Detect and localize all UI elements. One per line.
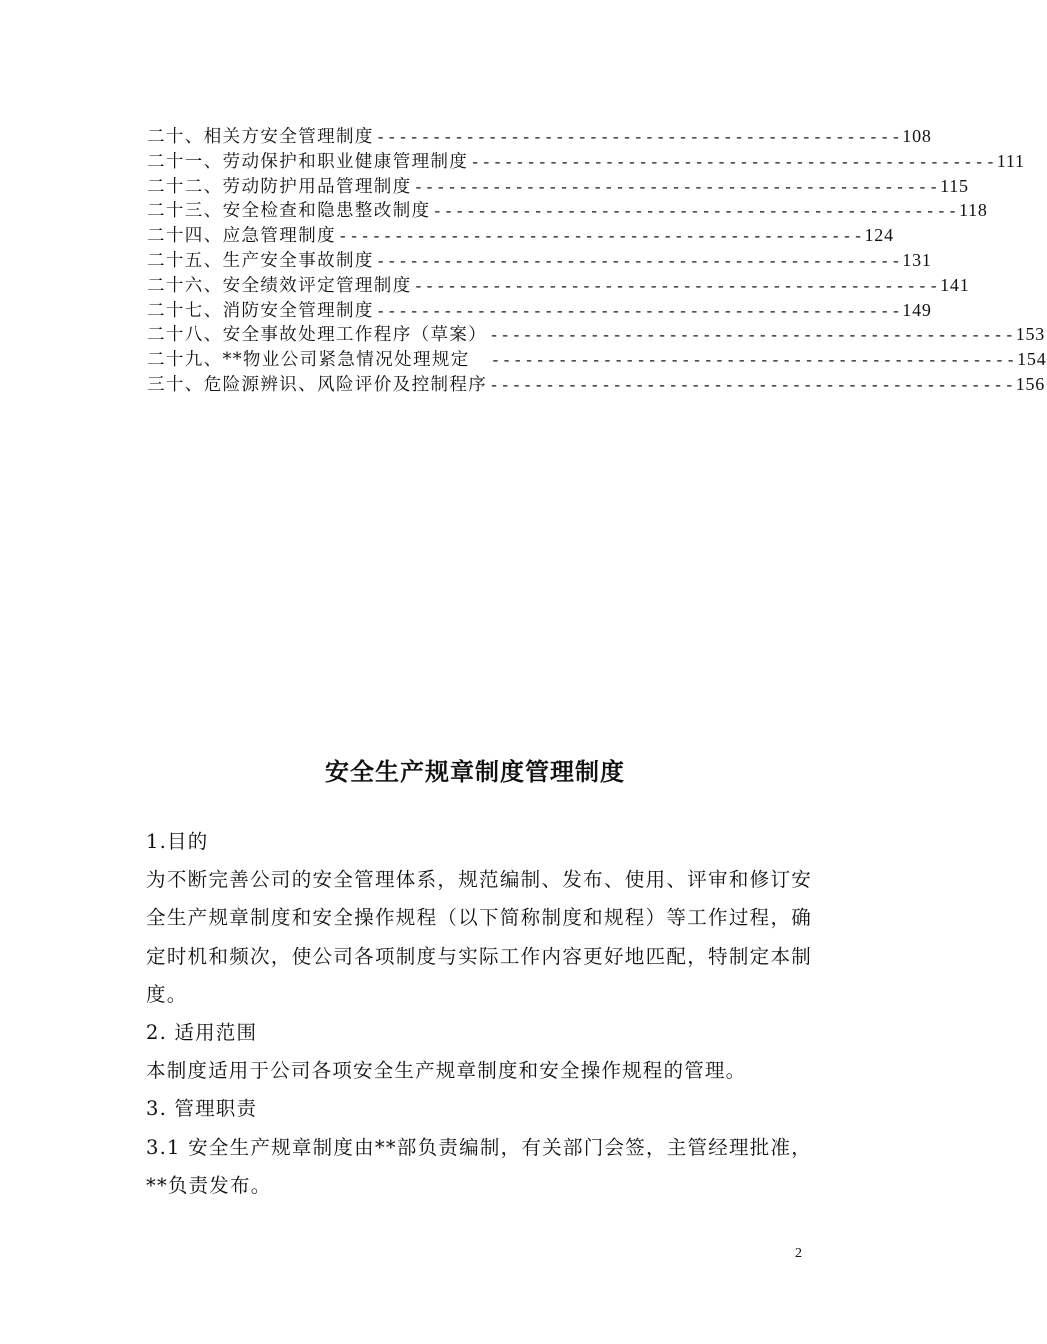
toc-entry-page: 154 (1017, 349, 1047, 370)
toc-entry-title: 二十九、**物业公司紧急情况处理规定 (147, 350, 489, 371)
toc-entry[interactable] (147, 248, 932, 273)
toc-entry-title: 三十、危险源辨识、风险评价及控制程序 (147, 374, 488, 395)
toc-entry[interactable] (147, 198, 988, 223)
toc-entry-page: 131 (902, 249, 932, 270)
toc-entry-page: 141 (940, 274, 970, 295)
toc-entry-title: 二十、相关方安全管理制度 (147, 127, 374, 147)
toc-entry[interactable] (147, 149, 1025, 174)
toc-leader: ----------------------------------------------- (489, 376, 1016, 395)
toc-entry[interactable] (147, 298, 932, 323)
toc-entry-title: 二十五、生产安全事故制度 (147, 250, 374, 271)
toc-entry-title: 二十二、劳动防护用品管理制度 (147, 176, 412, 197)
toc-leader: ----------------------------------------------- (375, 252, 903, 271)
toc-entry-page: 118 (958, 200, 988, 221)
toc-leader: ----------------------------------------------- (489, 327, 1016, 346)
toc-entry[interactable] (147, 223, 894, 248)
toc-entry-title: 二十八、安全事故处理工作程序（草案） (147, 325, 488, 346)
toc-entry-page: 108 (902, 126, 932, 146)
toc-entry-title: 二十三、安全检查和隐患整改制度 (147, 201, 431, 222)
toc-leader: ----------------------------------------------- (413, 277, 941, 296)
toc-leader: ----------------------------------------------- (490, 352, 1018, 371)
toc-leader: ----------------------------------------------- (375, 302, 903, 321)
toc-entry[interactable] (147, 347, 1047, 372)
toc-entry-page: 124 (864, 225, 894, 246)
toc-entry-page: 115 (940, 175, 969, 196)
toc-entry[interactable] (147, 322, 1046, 347)
toc-entry-page: 111 (996, 150, 1025, 171)
toc-leader: ----------------------------------------------- (375, 129, 903, 147)
section-title: 安全生产规章制度管理制度 (325, 758, 625, 786)
section-body (146, 823, 812, 1205)
toc-entry[interactable] (147, 124, 932, 149)
toc-entry[interactable] (147, 372, 1046, 397)
toc-leader: ----------------------------------------------- (413, 178, 941, 197)
scope-paragraph: 本制度适用于公司各项安全生产规章制度和安全操作规程的管理。 (146, 1059, 747, 1083)
heading-purpose: 1.目的 (146, 830, 209, 853)
toc-entry-title: 二十六、安全绩效评定管理制度 (147, 275, 412, 296)
toc-entry-title: 二十一、劳动保护和职业健康管理制度 (147, 151, 469, 172)
toc-entry[interactable] (147, 174, 969, 199)
table-of-contents (147, 124, 1047, 397)
page-number: 2 (795, 1246, 802, 1261)
heading-responsibilities: 3. 管理职责 (146, 1097, 258, 1121)
toc-leader: ----------------------------------------------- (338, 228, 865, 247)
responsibility-paragraph: 3.1 安全生产规章制度由**部负责编制，有关部门会签，主管经理批准，**负责发布。 (146, 1135, 812, 1197)
toc-entry-title: 二十七、消防安全管理制度 (147, 300, 374, 321)
purpose-paragraph: 为不断完善公司的安全管理体系，规范编制、发布、使用、评审和修订安全生产规章制度和安全操作规程（以下简称制度和规程）等工作过程，确定时机和频次，使公司各项制度与实际工作内容更好地匹配，特制定本制度。 (146, 868, 812, 1006)
toc-entry-page: 156 (1015, 373, 1046, 394)
toc-entry-page: 149 (902, 299, 932, 320)
toc-entry-title: 二十四、应急管理制度 (147, 226, 336, 247)
toc-entry-page: 153 (1015, 324, 1046, 345)
heading-scope: 2. 适用范围 (146, 1021, 258, 1045)
toc-entry[interactable] (147, 273, 970, 298)
toc-leader: ----------------------------------------------- (432, 203, 959, 222)
toc-leader: ----------------------------------------------- (470, 153, 997, 172)
